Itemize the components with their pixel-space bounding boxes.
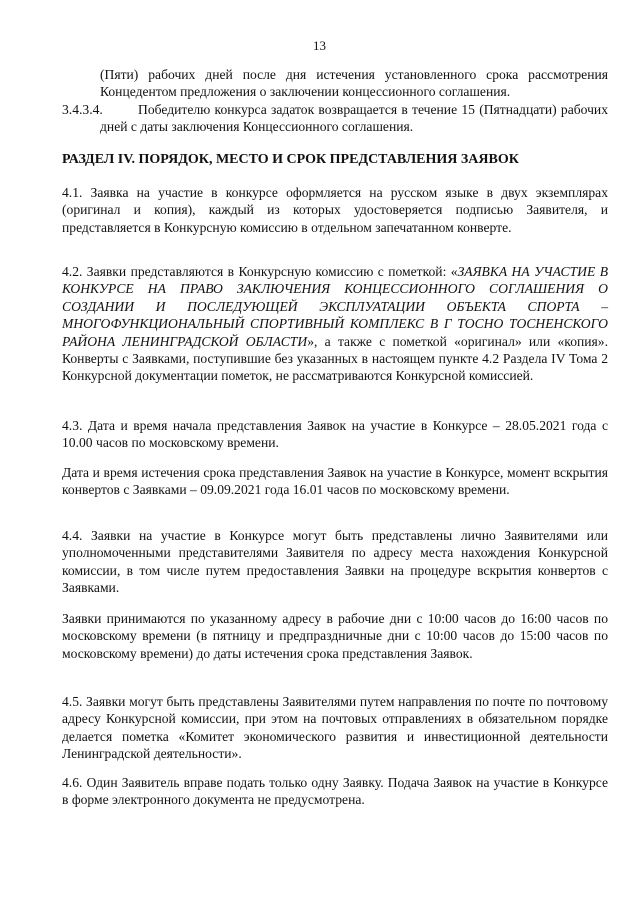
- section-heading: РАЗДЕЛ IV. ПОРЯДОК, МЕСТО И СРОК ПРЕДСТАВЛЕНИЯ ЗАЯВОК: [62, 152, 519, 167]
- paragraph-4-1: 4.1. Заявка на участие в конкурсе оформляется на русском языке в двух экземплярах (оригинал и копия), каждый из которых удостоверяется подписью Заявителя, и представляется в Конкурсную комиссию в отдельном запечатанном конверте.: [62, 185, 608, 235]
- paragraph-4-6: 4.6. Один Заявитель вправе подать только одну Заявку. Подача Заявок на участие в Конкурсе в форме электронного документа не предусмотрена.: [62, 775, 608, 808]
- paragraph-4-3: 4.3. Дата и время начала представления Заявок на участие в Конкурсе – 28.05.2021 года с 10.00 часов по московскому времени.: [62, 418, 608, 451]
- paragraph-4-2-lead: 4.2. Заявки представляются в Конкурсную комиссию с пометкой: «: [62, 264, 458, 279]
- page-number: 13: [313, 38, 326, 53]
- paragraph-text: Победителю конкурса задаток возвращается в течение 15 (Пятнадцати) рабочих дней с даты заключения Концессионного соглашения.: [100, 102, 608, 135]
- paragraph-4-3-deadline: Дата и время истечения срока представления Заявок на участие в Конкурсе, момент вскрытия конвертов с Заявками – 09.09.2021 года 16.01 часов по московскому времени.: [62, 465, 608, 498]
- paragraph-3-4-3-4: [62, 101, 608, 136]
- continuation-paragraph: (Пяти) рабочих дней после дня истечения установленного срока рассмотрения Концедентом предложения о заключении концессионного соглашения.: [100, 67, 608, 100]
- paragraph-number: 3.4.3.4.: [62, 102, 103, 117]
- paragraph-4-4-hours: Заявки принимаются по указанному адресу в рабочие дни с 10:00 часов до 16:00 часов по московскому времени (в пятницу и предпраздничные дни с 10:00 часов до 15:00 часов по московскому времени) до даты истечения срока представления Заявок.: [62, 611, 608, 661]
- paragraph-4-2: [62, 263, 608, 385]
- paragraph-4-5: 4.5. Заявки могут быть представлены Заявителями путем направления по почте по почтовому адресу Конкурсной комиссии, при этом на почтовых отправлениях в обязательном порядке делается пометка «Комитет экономического развития и инвестиционной деятельности Ленинградской деятельности».: [62, 694, 608, 762]
- paragraph-4-2-label: ЗАЯВКА НА УЧАСТИЕ В КОНКУРСЕ НА ПРАВО ЗАКЛЮЧЕНИЯ КОНЦЕССИОННОГО СОГЛАШЕНИЯ О СОЗДАНИИ И ПОСЛЕДУЮЩЕЙ ЭКСПЛУАТАЦИИ ОБЪЕКТА СПОРТА – МНОГОФУНКЦИОНАЛЬНЫЙ СПОРТИВНЫЙ КОМПЛЕКС В Г ТОСНО ТОСНЕНСКОГО РАЙОНА ЛЕНИНГРАДСКОЙ ОБЛАСТИ: [62, 264, 608, 349]
- paragraph-4-4: 4.4. Заявки на участие в Конкурсе могут быть представлены лично Заявителями или уполномоченными представителями Заявителя по адресу места нахождения Конкурсной комиссии, в том числе путем предоставления Заявки на процедуре вскрытия конвертов с Заявками.: [62, 528, 608, 596]
- paragraph-4-2-tail: », а также с пометкой «оригинал» или «копия». Конверты с Заявками, поступившие без указанных в настоящем пункте 4.2 Раздела IV Тома 2 Конкурсной документации пометок, не рассматриваются Конкурсной комиссией.: [62, 333, 609, 384]
